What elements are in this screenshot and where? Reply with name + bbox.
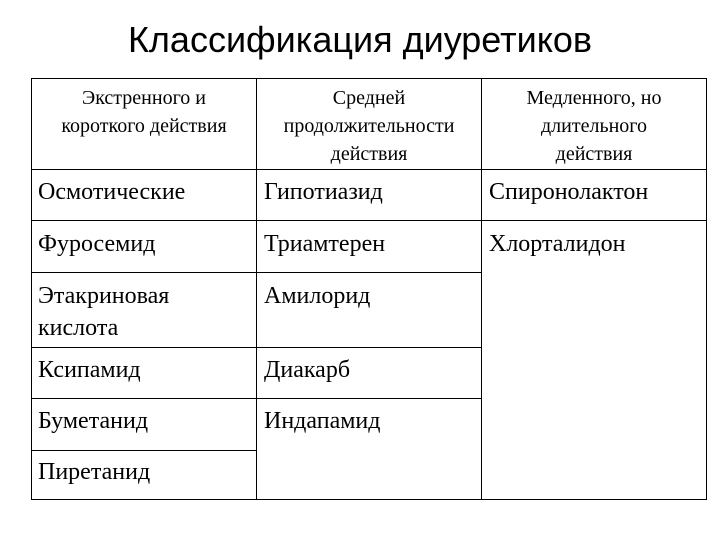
table-cell: Осмотические [38, 179, 186, 205]
header-line: действия [330, 143, 408, 165]
header-line: короткого действия [61, 115, 227, 137]
table-cell: Ксипамид [38, 357, 141, 383]
table-cell: Фуросемид [38, 231, 156, 257]
table-cell: Этакриновая [38, 283, 170, 309]
header-line: Медленного, но [526, 87, 662, 109]
table-cell: Триамтерен [264, 231, 386, 257]
diuretics-classification-table [31, 78, 707, 500]
header-line: Средней [332, 87, 406, 109]
header-line: продолжительности [283, 115, 455, 137]
row-divider [32, 398, 481, 399]
slide-title: Классификация диуретиков [127, 19, 593, 60]
table-cell: Амилорид [264, 283, 371, 309]
table-cell: Диакарб [264, 357, 351, 383]
row-divider [32, 272, 481, 273]
table-cell: Пиретанид [38, 459, 151, 485]
row-divider [32, 450, 256, 451]
header-fast-acting [32, 84, 256, 140]
table-cell: кислота [38, 315, 119, 341]
header-slow-acting [482, 84, 706, 168]
table-cell: Индапамид [264, 408, 381, 434]
header-line: действия [555, 143, 633, 165]
row-divider [32, 169, 706, 170]
row-divider [32, 347, 481, 348]
header-line: Экстренного и [82, 87, 206, 109]
table-cell: Буметанид [38, 408, 149, 434]
header-medium-acting [257, 84, 481, 168]
table-cell: Гипотиазид [264, 179, 383, 205]
row-divider [32, 220, 706, 221]
table-cell: Хлорталидон [489, 231, 626, 257]
table-cell: Спиронолактон [489, 179, 649, 205]
header-line: длительного [541, 115, 647, 137]
